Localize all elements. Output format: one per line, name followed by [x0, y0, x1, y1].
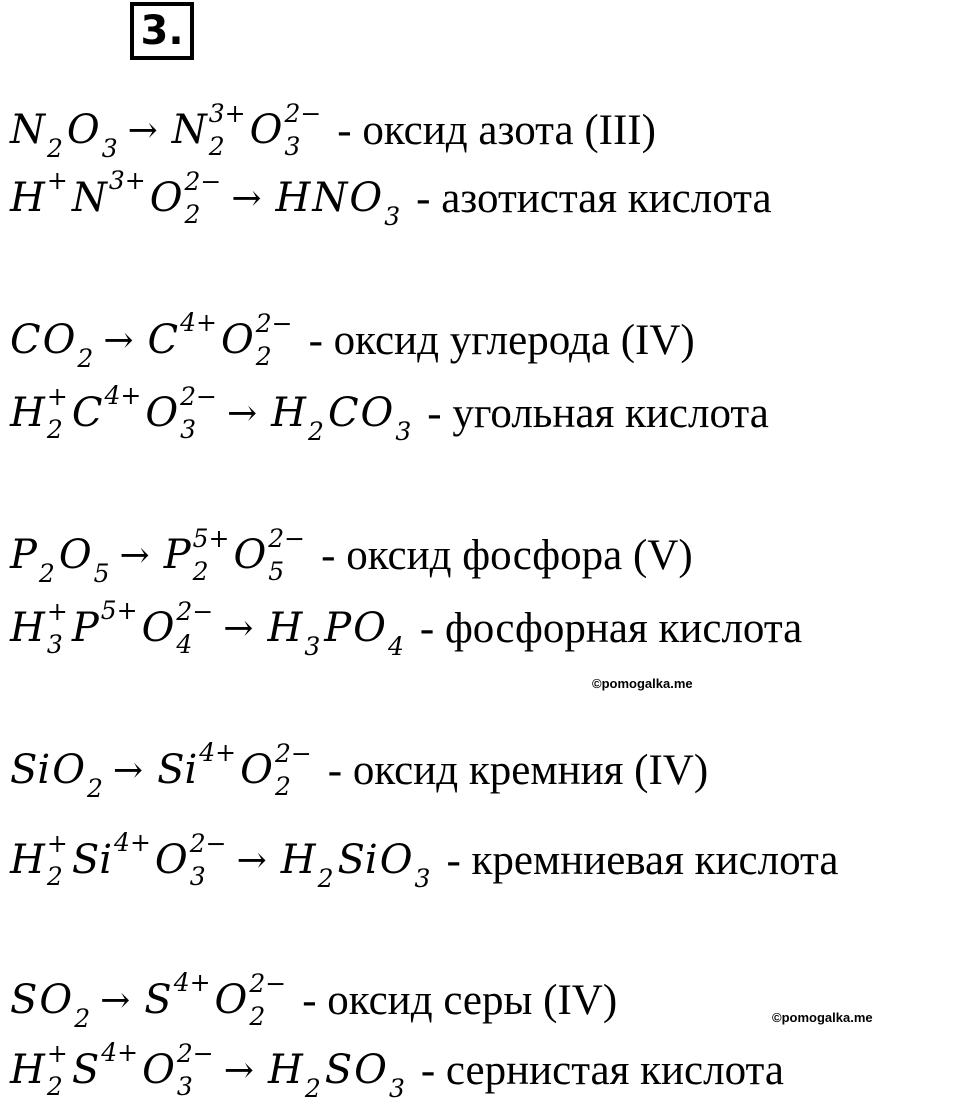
- formula-left: [10, 380, 221, 444]
- subscript-count: 2: [274, 772, 291, 801]
- script-stack: [180, 382, 217, 444]
- element-symbol: Si: [71, 837, 113, 883]
- equation-line: [10, 163, 772, 233]
- oxidation-state: 2−: [268, 524, 306, 553]
- script-stack: [46, 165, 68, 197]
- equation-line: [10, 520, 693, 590]
- element-symbol: Si: [10, 747, 51, 793]
- oxidation-state: 2−: [176, 1039, 214, 1068]
- oxidation-state: 2−: [249, 969, 287, 998]
- oxidation-state: 4+: [173, 967, 211, 997]
- arrow-icon: →: [103, 319, 134, 361]
- element-symbol: S: [10, 977, 38, 1023]
- arrow-icon: →: [226, 392, 258, 434]
- element-symbol: S: [324, 1047, 353, 1093]
- subscript-count: 3: [304, 631, 321, 661]
- subscript-count: 2: [308, 416, 324, 446]
- subscript-count: 2: [208, 132, 225, 161]
- formula-left: [10, 107, 122, 163]
- script-stack: [101, 132, 118, 163]
- subscript-count: 2: [304, 1073, 321, 1103]
- formula-left: [10, 165, 225, 229]
- script-stack: [395, 415, 412, 446]
- compound-name: - угольная кислота: [427, 389, 769, 437]
- subscript-count: 2: [255, 342, 272, 371]
- oxidation-state: 2−: [176, 597, 214, 626]
- formula-right: [147, 307, 296, 371]
- element-symbol: N: [71, 175, 107, 221]
- oxidation-state: 2−: [255, 309, 293, 338]
- oxidation-state: 3+: [208, 99, 246, 128]
- element-symbol: O: [52, 747, 85, 793]
- formula-right: [267, 1047, 409, 1103]
- element-symbol: O: [58, 532, 92, 578]
- problem-number: 3.: [130, 2, 194, 60]
- subscript-count: 2: [46, 1072, 63, 1101]
- oxidation-state: 2−: [180, 382, 217, 411]
- script-stack: [104, 380, 142, 412]
- script-stack: [184, 167, 222, 229]
- subscript-count: 3: [46, 630, 63, 659]
- script-stack: [304, 630, 321, 661]
- script-stack: [199, 737, 237, 769]
- script-stack: [284, 99, 322, 161]
- arrow-icon: →: [223, 607, 254, 649]
- script-stack: [189, 829, 227, 891]
- element-symbol: H: [271, 390, 307, 436]
- element-symbol: Si: [157, 747, 198, 793]
- oxidation-state: +: [46, 382, 68, 411]
- oxidation-state: +: [46, 1039, 68, 1068]
- element-symbol: H: [267, 605, 303, 651]
- element-symbol: O: [220, 317, 254, 363]
- formula-right: [271, 390, 415, 446]
- element-symbol: C: [71, 390, 103, 436]
- script-stack: [46, 829, 68, 891]
- element-symbol: O: [379, 837, 413, 883]
- arrow-icon: →: [112, 749, 144, 791]
- compound-name: - кремниевая кислота: [446, 836, 839, 884]
- script-stack: [87, 772, 103, 803]
- compound-name: - оксид серы (IV): [302, 976, 618, 1024]
- compound-name: - азотистая кислота: [416, 174, 772, 222]
- equation-line: [10, 825, 838, 895]
- element-symbol: O: [249, 107, 283, 153]
- script-stack: [249, 969, 287, 1031]
- script-stack: [47, 132, 63, 163]
- element-symbol: O: [240, 747, 273, 793]
- script-stack: [173, 967, 211, 999]
- element-symbol: O: [39, 977, 73, 1023]
- element-symbol: O: [42, 317, 76, 363]
- subscript-count: 3: [384, 201, 401, 231]
- element-symbol: P: [163, 532, 191, 578]
- element-symbol: H: [10, 837, 45, 883]
- script-stack: [192, 524, 230, 586]
- script-stack: [384, 200, 401, 231]
- formula-left: [10, 532, 114, 588]
- script-stack: [317, 862, 334, 893]
- subscript-count: 2: [184, 200, 201, 229]
- script-stack: [93, 557, 110, 588]
- subscript-count: 5: [93, 558, 110, 588]
- formula-right: [280, 837, 435, 893]
- oxidation-state: 2−: [189, 829, 227, 858]
- script-stack: [274, 739, 312, 801]
- element-symbol: C: [147, 317, 179, 363]
- formula-left: [10, 747, 107, 803]
- subscript-count: 4: [176, 630, 193, 659]
- subscript-count: 3: [388, 1073, 405, 1103]
- subscript-count: 2: [317, 863, 334, 893]
- formula-left: [10, 595, 217, 659]
- subscript-count: 3: [189, 862, 206, 891]
- script-stack: [180, 307, 217, 339]
- compound-name: - оксид углерода (IV): [308, 316, 695, 364]
- element-symbol: O: [214, 977, 248, 1023]
- subscript-count: 3: [284, 132, 301, 161]
- equation-line: [10, 305, 695, 375]
- subscript-count: 2: [249, 1002, 266, 1031]
- arrow-icon: →: [100, 979, 131, 1021]
- formula-left: [10, 827, 231, 891]
- oxidation-state: +: [46, 597, 68, 626]
- compound-name: - фосфорная кислота: [419, 604, 803, 652]
- script-stack: [387, 630, 404, 661]
- subscript-count: 3: [101, 133, 118, 163]
- element-symbol: H: [10, 605, 45, 651]
- element-symbol: S: [144, 977, 172, 1023]
- oxidation-state: 4+: [104, 380, 142, 410]
- equation-line: [10, 95, 656, 165]
- element-symbol: Si: [337, 837, 378, 883]
- compound-name: - оксид азота (III): [337, 106, 656, 154]
- arrow-icon: →: [231, 177, 262, 219]
- element-symbol: H: [10, 390, 45, 436]
- equation-line: [10, 378, 769, 448]
- arrow-icon: →: [119, 534, 150, 576]
- oxidation-state: 2−: [274, 739, 312, 768]
- equation-line: [10, 1035, 784, 1105]
- formula-left: [10, 317, 97, 373]
- equation-line: [10, 735, 708, 805]
- compound-name: - оксид фосфора (V): [321, 531, 693, 579]
- element-symbol: O: [145, 390, 179, 436]
- subscript-count: 4: [387, 631, 404, 661]
- element-symbol: H: [10, 175, 45, 221]
- formula-right: [144, 967, 290, 1031]
- script-stack: [414, 862, 431, 893]
- oxidation-state: +: [46, 829, 68, 858]
- formula-right: [171, 99, 326, 161]
- script-stack: [208, 99, 246, 161]
- formula-right: [163, 524, 309, 586]
- subscript-count: 2: [87, 773, 103, 803]
- script-stack: [77, 342, 94, 373]
- script-stack: [304, 1072, 321, 1103]
- script-stack: [100, 595, 138, 627]
- subscript-count: 5: [268, 557, 285, 586]
- subscript-count: 2: [47, 133, 63, 163]
- element-symbol: N: [171, 107, 207, 153]
- arrow-icon: →: [223, 1049, 254, 1091]
- formula-left: [10, 1037, 218, 1101]
- element-symbol: O: [360, 390, 394, 436]
- element-symbol: P: [324, 605, 352, 651]
- oxidation-state: 4+: [114, 827, 151, 857]
- element-symbol: O: [354, 1047, 387, 1093]
- oxidation-state: 5+: [100, 595, 138, 625]
- element-symbol: O: [233, 532, 267, 578]
- subscript-count: 2: [77, 343, 94, 373]
- element-symbol: P: [71, 605, 99, 651]
- subscript-count: 3: [395, 416, 412, 446]
- formula-right: [267, 605, 407, 661]
- equation-line: [10, 965, 617, 1035]
- script-stack: [101, 1037, 139, 1069]
- subscript-count: 2: [74, 1003, 91, 1033]
- element-symbol: O: [66, 107, 100, 153]
- arrow-icon: →: [127, 109, 158, 151]
- subscript-count: 2: [38, 558, 55, 588]
- element-symbol: H: [280, 837, 316, 883]
- formula-right: [157, 737, 316, 801]
- element-symbol: O: [154, 837, 188, 883]
- subscript-count: 3: [414, 863, 431, 893]
- element-symbol: O: [142, 1047, 175, 1093]
- script-stack: [46, 382, 68, 444]
- subscript-count: 3: [176, 1072, 193, 1101]
- script-stack: [308, 415, 324, 446]
- element-symbol: H: [275, 175, 311, 221]
- oxidation-state: +: [46, 165, 68, 195]
- oxidation-state: 2−: [284, 99, 322, 128]
- element-symbol: N: [312, 175, 348, 221]
- script-stack: [46, 1039, 68, 1101]
- oxidation-state: 4+: [180, 307, 217, 337]
- element-symbol: N: [10, 107, 45, 153]
- subscript-count: 2: [46, 862, 63, 891]
- script-stack: [176, 1039, 214, 1101]
- script-stack: [176, 597, 214, 659]
- element-symbol: S: [71, 1047, 100, 1093]
- element-symbol: O: [149, 175, 183, 221]
- oxidation-state: 5+: [192, 524, 230, 553]
- subscript-count: 2: [192, 557, 209, 586]
- element-symbol: O: [349, 175, 383, 221]
- script-stack: [38, 557, 55, 588]
- arrow-icon: →: [236, 839, 267, 881]
- script-stack: [268, 524, 306, 586]
- script-stack: [114, 827, 151, 859]
- oxidation-state: 4+: [101, 1037, 139, 1067]
- oxidation-state: 2−: [184, 167, 222, 196]
- element-symbol: C: [10, 317, 41, 363]
- element-symbol: O: [353, 605, 386, 651]
- subscript-count: 2: [46, 415, 63, 444]
- oxidation-state: 3+: [108, 165, 146, 195]
- formula-left: [10, 977, 94, 1033]
- script-stack: [108, 165, 146, 197]
- element-symbol: P: [10, 532, 37, 578]
- formula-right: [275, 175, 405, 231]
- element-symbol: O: [141, 605, 175, 651]
- element-symbol: H: [267, 1047, 303, 1093]
- compound-name: - сернистая кислота: [420, 1046, 784, 1094]
- script-stack: [255, 309, 293, 371]
- watermark: ©pomogalka.me: [592, 676, 693, 691]
- subscript-count: 3: [180, 415, 197, 444]
- script-stack: [74, 1002, 91, 1033]
- script-stack: [388, 1072, 405, 1103]
- compound-name: - оксид кремния (IV): [327, 746, 709, 794]
- script-stack: [46, 597, 68, 659]
- oxidation-state: 4+: [199, 737, 237, 767]
- watermark: ©pomogalka.me: [772, 1010, 873, 1025]
- equation-line: [10, 593, 802, 663]
- element-symbol: C: [327, 390, 359, 436]
- element-symbol: H: [10, 1047, 45, 1093]
